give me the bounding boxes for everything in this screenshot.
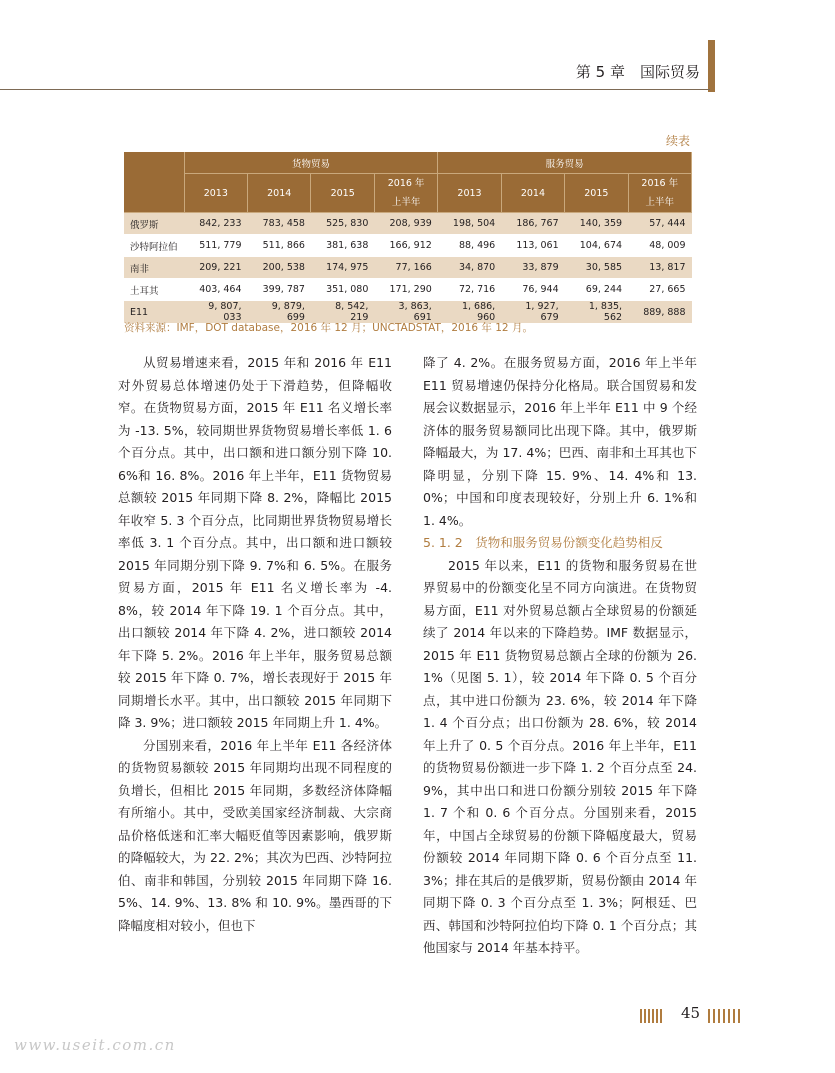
country-cell: 土耳其 <box>124 279 184 301</box>
value-cell: 208, 939 <box>374 213 437 235</box>
country-cell: E11 <box>124 301 184 324</box>
value-cell: 140, 359 <box>565 213 628 235</box>
paragraph: 2015 年以来，E11 的货物和服务贸易在世界贸易中的份额变化呈不同方向演进。在货物贸易方面，E11 对外贸易总额占全球贸易的份额延续了 2014 年以来的下降趋势。IMF 数据显示，2015 年 E11 货物贸易总额占全球的份额为 26. 1%（见图 5. 1），较 2014 年下降 0. 5 个百分点，其中进口份额为 23. 6%，较 2014 年下降 1. 4 个百分点；出口份额为 28. 6%，较 2014 年上升了 0. 5 个百分点。2016 年上半年，E11 的货物贸易份额进一步下降 1. 2 个百分点至 24. 9%，其中出口和进口份额分别较 2015 年下降 1. 7 个和 0. 6 个百分点。分国别来看，2015 年，中国占全球贸易的份额下降幅度最大，贸易份额较 2014 年同期下降 0. 6 个百分点至 11. 3%；排在其后的是俄罗斯，贸易份额由 2014 年同期下降 0. 3 个百分点至 1. 3%；阿根廷、巴西、韩国和沙特阿拉伯均下降 0. 1 个百分点；其他国家与 2014 年基本持平。 <box>423 557 697 955</box>
value-cell: 88, 496 <box>438 235 501 257</box>
value-cell: 403, 464 <box>184 279 247 301</box>
value-cell: 30, 585 <box>565 257 628 279</box>
year-header-cell: 2016 年 上半年 <box>374 174 437 213</box>
value-cell: 399, 787 <box>248 279 311 301</box>
header-divider <box>0 89 710 90</box>
value-cell: 842, 233 <box>184 213 247 235</box>
year-header-cell: 2016 年 上半年 <box>628 174 691 213</box>
table-row <box>124 279 692 301</box>
right-text-column <box>423 352 697 960</box>
section-heading: 5. 1. 2 货物和服务贸易份额变化趋势相反 <box>423 535 663 550</box>
year-header-cell: 2014 <box>501 174 564 213</box>
value-cell: 9, 879, 699 <box>248 301 311 324</box>
table-source-note: 资料来源：IMF，DOT database，2016 年 12 月；UNCTADSTAT，2016 年 12 月。 <box>124 322 533 334</box>
value-cell: 72, 716 <box>438 279 501 301</box>
value-cell: 77, 166 <box>374 257 437 279</box>
value-cell: 27, 665 <box>628 279 691 301</box>
year-header-cell: 2014 <box>248 174 311 213</box>
year-header-cell: 2013 <box>184 174 247 213</box>
value-cell: 525, 830 <box>311 213 374 235</box>
value-cell: 48, 009 <box>628 235 691 257</box>
value-cell: 186, 767 <box>501 213 564 235</box>
value-cell: 1, 835, 562 <box>565 301 628 324</box>
year-header-cell: 2013 <box>438 174 501 213</box>
value-cell: 33, 879 <box>501 257 564 279</box>
value-cell: 104, 674 <box>565 235 628 257</box>
left-text-column <box>118 352 392 937</box>
footer-decoration-right <box>708 1008 748 1022</box>
value-cell: 8, 542, 219 <box>311 301 374 324</box>
page-number: 45 <box>681 1004 701 1022</box>
header-accent-bar <box>708 40 715 92</box>
table-continued-label: 续表 <box>665 134 690 148</box>
year-header-cell: 2015 <box>311 174 374 213</box>
value-cell: 113, 061 <box>501 235 564 257</box>
value-cell: 1, 686, 960 <box>438 301 501 324</box>
table-row <box>124 257 692 279</box>
value-cell: 511, 779 <box>184 235 247 257</box>
paragraph: 分国别来看，2016 年上半年 E11 各经济体的货物贸易额较 2015 年同期均出现不同程度的负增长，但相比 2015 年同期，多数经济体降幅有所缩小。其中，受欧美国家经济制裁、大宗商品价格低迷和汇率大幅贬值等因素影响，俄罗斯的降幅较大，为 22. 2%；其次为巴西、沙特阿拉伯、南非和韩国，分别较 2015 年同期下降 16. 5%、14. 9%、13. 8% 和 10. 9%。墨西哥的下降幅度相对较小，但也下 <box>118 737 392 933</box>
country-cell: 南非 <box>124 257 184 279</box>
value-cell: 511, 866 <box>248 235 311 257</box>
chapter-title: 第 5 章 国际贸易 <box>575 63 700 81</box>
value-cell: 57, 444 <box>628 213 691 235</box>
value-cell: 1, 927, 679 <box>501 301 564 324</box>
value-cell: 76, 944 <box>501 279 564 301</box>
value-cell: 783, 458 <box>248 213 311 235</box>
value-cell: 209, 221 <box>184 257 247 279</box>
country-cell: 俄罗斯 <box>124 213 184 235</box>
value-cell: 198, 504 <box>438 213 501 235</box>
country-cell: 沙特阿拉伯 <box>124 235 184 257</box>
value-cell: 381, 638 <box>311 235 374 257</box>
value-cell: 69, 244 <box>565 279 628 301</box>
value-cell: 200, 538 <box>248 257 311 279</box>
footer-decoration-left <box>640 1008 670 1022</box>
value-cell: 166, 912 <box>374 235 437 257</box>
table-row <box>124 213 692 235</box>
value-cell: 3, 863, 691 <box>374 301 437 324</box>
value-cell: 34, 870 <box>438 257 501 279</box>
table-row <box>124 235 692 257</box>
paragraph-continuation: 降了 4. 2%。在服务贸易方面，2016 年上半年 E11 贸易增速仍保持分化格局。联合国贸易和发展会议数据显示，2016 年上半年 E11 中 9 个经济体的服务贸易额同比出现下降。其中，俄罗斯降幅最大，为 17. 4%；巴西、南非和土耳其也下降明显，分别下降 15. 9%、14. 4%和 13. 0%；中国和印度表现较好，分别上升 6. 1%和 1. 4%。 <box>423 355 697 528</box>
value-cell: 171, 290 <box>374 279 437 301</box>
year-header-cell: 2015 <box>565 174 628 213</box>
value-cell: 174, 975 <box>311 257 374 279</box>
value-cell: 9, 807, 033 <box>184 301 247 324</box>
watermark: www.useit.com.cn <box>14 1036 176 1054</box>
value-cell: 13, 817 <box>628 257 691 279</box>
value-cell: 889, 888 <box>628 301 691 324</box>
value-cell: 351, 080 <box>311 279 374 301</box>
goods-trade-header: 货物贸易 <box>184 152 438 174</box>
paragraph: 从贸易增速来看，2015 年和 2016 年 E11 对外贸易总体增速仍处于下滑趋势，但降幅收窄。在货物贸易方面，2015 年 E11 名义增长率为 -13. 5%，较同期世界货物贸易增长率低 1. 6 个百分点。其中，出口额和进口额分别下降 10. 6%和 16. 8%。2016 年上半年，E11 货物贸易总额较 2015 年同期下降 8. 2%，降幅比 2015 年收窄 5. 3 个百分点，比同期世界货物贸易增长率低 3. 1 个百分点。其中，出口额和进口额较 2015 年同期分别下降 9. 7%和 6. 5%。在服务贸易方面，2015 年 E11 名义增长率为 -4. 8%，较 2014 年下降 19. 1 个百分点。其中，出口额较 2014 年下降 4. 2%，进口额较 2014 年下降 5. 2%。2016 年上半年，服务贸易总额较 2015 年下降 0. 7%，增长表现好于 2015 年同期增长水平。其中，出口额较 2015 年同期下降 3. 9%；进口额较 2015 年同期上升 1. 4%。 <box>118 355 392 730</box>
corner-header-cell <box>124 152 184 213</box>
trade-data-table <box>124 152 692 324</box>
services-trade-header: 服务贸易 <box>438 152 692 174</box>
